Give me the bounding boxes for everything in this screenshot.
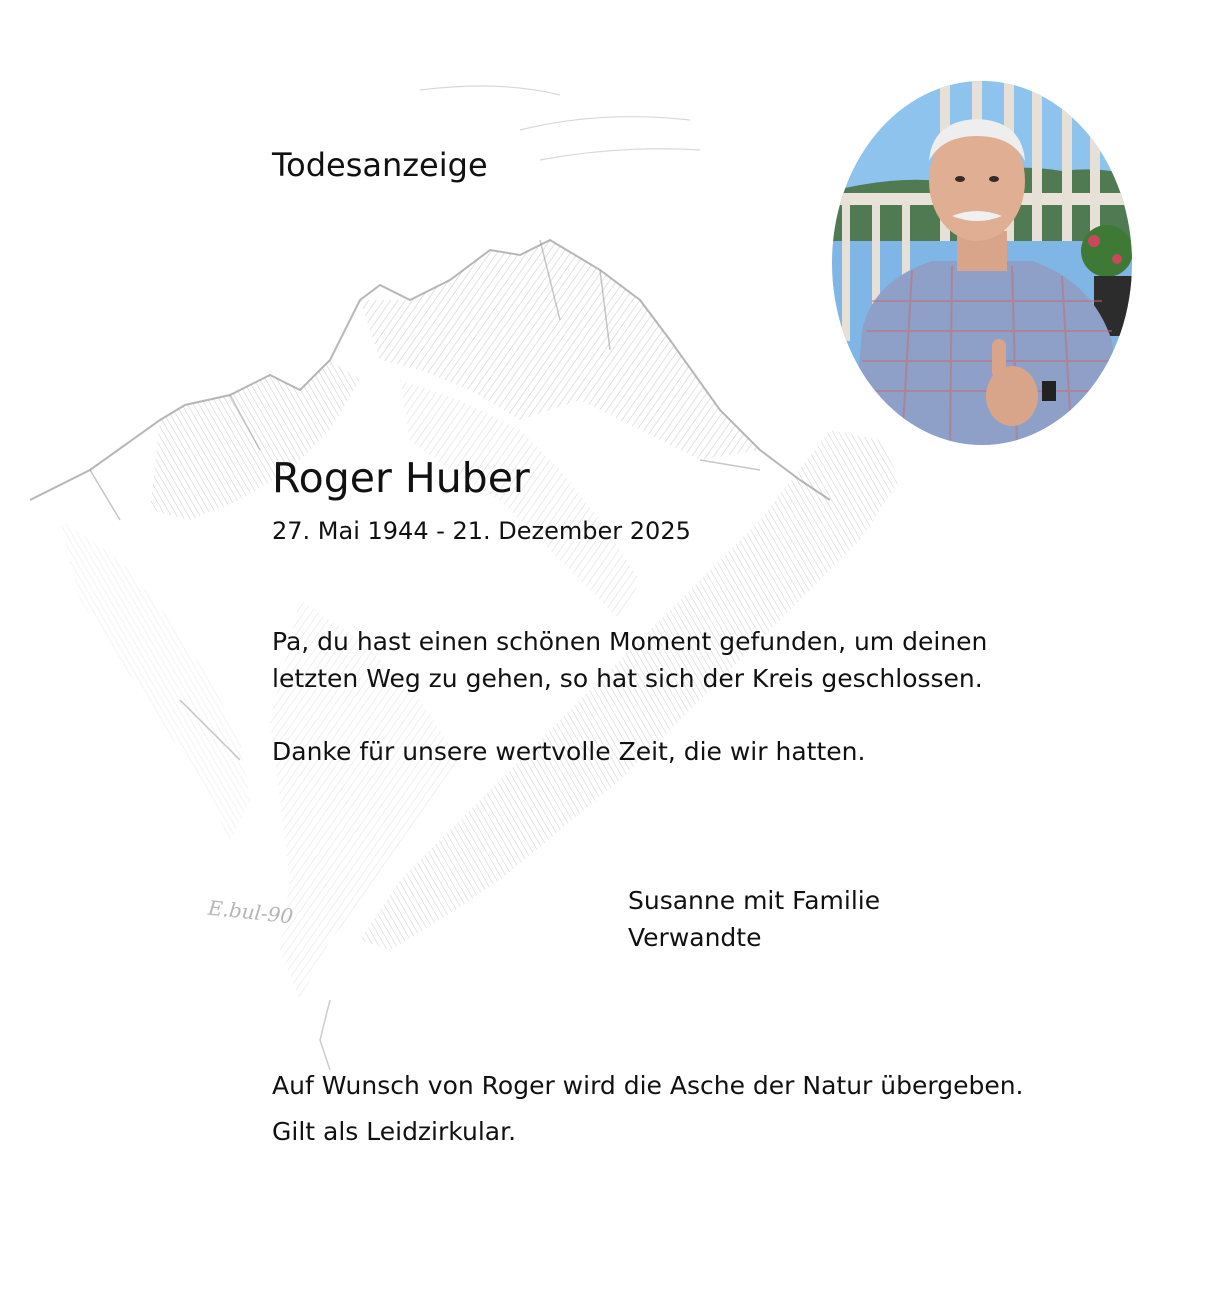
notice-title: Todesanzeige (272, 146, 488, 184)
closing-note: Gilt als Leidzirkular. (272, 1117, 517, 1146)
signatory: Susanne mit Familie (628, 886, 881, 915)
portrait-photo (832, 81, 1132, 445)
verse-line: letzten Weg zu gehen, so hat sich der Kreis geschlossen. (272, 664, 983, 693)
closing-note: Auf Wunsch von Roger wird die Asche der Natur übergeben. (272, 1071, 1024, 1100)
artist-signature: E.bul-90 (206, 895, 295, 929)
verse-line: Pa, du hast einen schönen Moment gefunden, um deinen (272, 627, 988, 656)
verse-line: Danke für unsere wertvolle Zeit, die wir hatten. (272, 737, 866, 766)
life-dates: 27. Mai 1944 - 21. Dezember 2025 (272, 517, 691, 545)
deceased-name: Roger Huber (272, 454, 530, 502)
signatory: Verwandte (628, 923, 762, 952)
